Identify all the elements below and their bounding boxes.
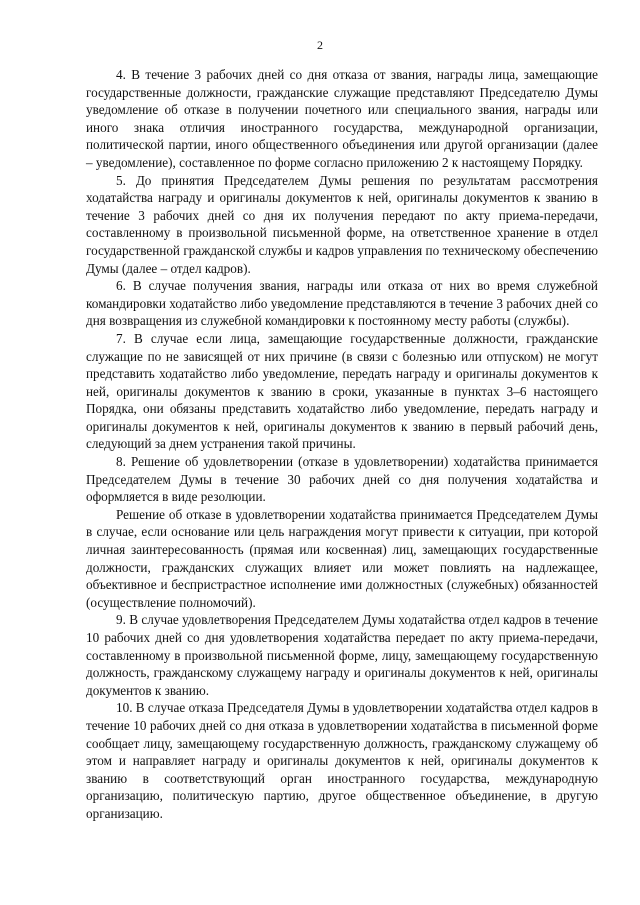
paragraph-5: 5. До принятия Председателем Думы решения по результатам рассмотрения ходатайства награду и оригиналы документов к ней, оригиналы документов к званию в течение 3 рабочих дней со дня их получения передают по акту приема-передачи, составленному в произвольной письменной форме, на ответственное хранение в отдел государственной гражданской службы и кадров управления по техническому обеспечению Думы (далее – отдел кадров). (86, 172, 598, 276)
paragraph-7: 7. В случае если лица, замещающие государственные должности, гражданские служащие по не зависящей от них причине (в связи с болезнью или отпуском) не могут представить ходатайство либо уведомление, передать награду и оригиналы документов к ней, оригиналы документов к званию в сроки, указанные в пунктах 3–6 настоящего Порядка, они обязаны представить ходатайство либо уведомление, передать награду и оригиналы документов к ней, оригиналы документов к званию в первый рабочий день, следующий за днем устранения такой причины. (86, 330, 598, 452)
paragraph-10: 10. В случае отказа Председателя Думы в удовлетворении ходатайства отдел кадров в течение 10 рабочих дней со дня отказа в удовлетворении ходатайства в письменной форме сообщает лицу, замещающему государственную должность, гражданскому служащему об этом и направляет награду и оригиналы документов к ней, оригиналы документов к званию в соответствующий орган иностранного государства, международную организацию, политическую партию, другое общественное объединение, в другую организацию. (86, 700, 598, 821)
page-number: 2 (317, 38, 323, 52)
paragraph-9: 9. В случае удовлетворения Председателем Думы ходатайства отдел кадров в течение 10 рабочих дней со дня удовлетворения ходатайства передает по акту приема-передачи, составленному в произвольной письменной форме, лицу, замещающему государственную должность, гражданскому служащему награду и оригиналы документов к ней, оригиналы документов к званию. (86, 612, 598, 698)
paragraph-4: 4. В течение 3 рабочих дней со дня отказа от звания, награды лица, замещающие государственные должности, гражданские служащие представляют Председателю Думы уведомление об отказе в получении почетного или специального звания, награды или иного знака отличия иностранного государства, международной организации, политической партии, иного общественного объединения или другой организации (далее – уведомление), составленное по форме согласно приложению 2 к настоящему Порядку. (86, 67, 598, 170)
paragraph-8-refusal: Решение об отказе в удовлетворении ходатайства принимается Председателем Думы в случае, если основание или цель награждения могут привести к ситуации, при которой личная заинтересованность (прямая или косвенная) лиц, замещающих государственные должности, гражданских служащих влияет или может повлиять на надлежащее, объективное и беспристрастное исполнение ими должностных (служебных) обязанностей (осуществление полномочий). (86, 506, 598, 610)
paragraph-6: 6. В случае получения звания, награды или отказа от них во время служебной командировки ходатайство либо уведомление представляются в течение 3 рабочих дней со дня возвращения из служебной командировки к постоянному месту работы (службы). (86, 278, 598, 329)
paragraph-8: 8. Решение об удовлетворении (отказе в удовлетворении) ходатайства принимается Председателем Думы в течение 30 рабочих дней со дня получения ходатайства и оформляется в виде резолюции. (86, 454, 598, 505)
document-body (86, 66, 598, 823)
